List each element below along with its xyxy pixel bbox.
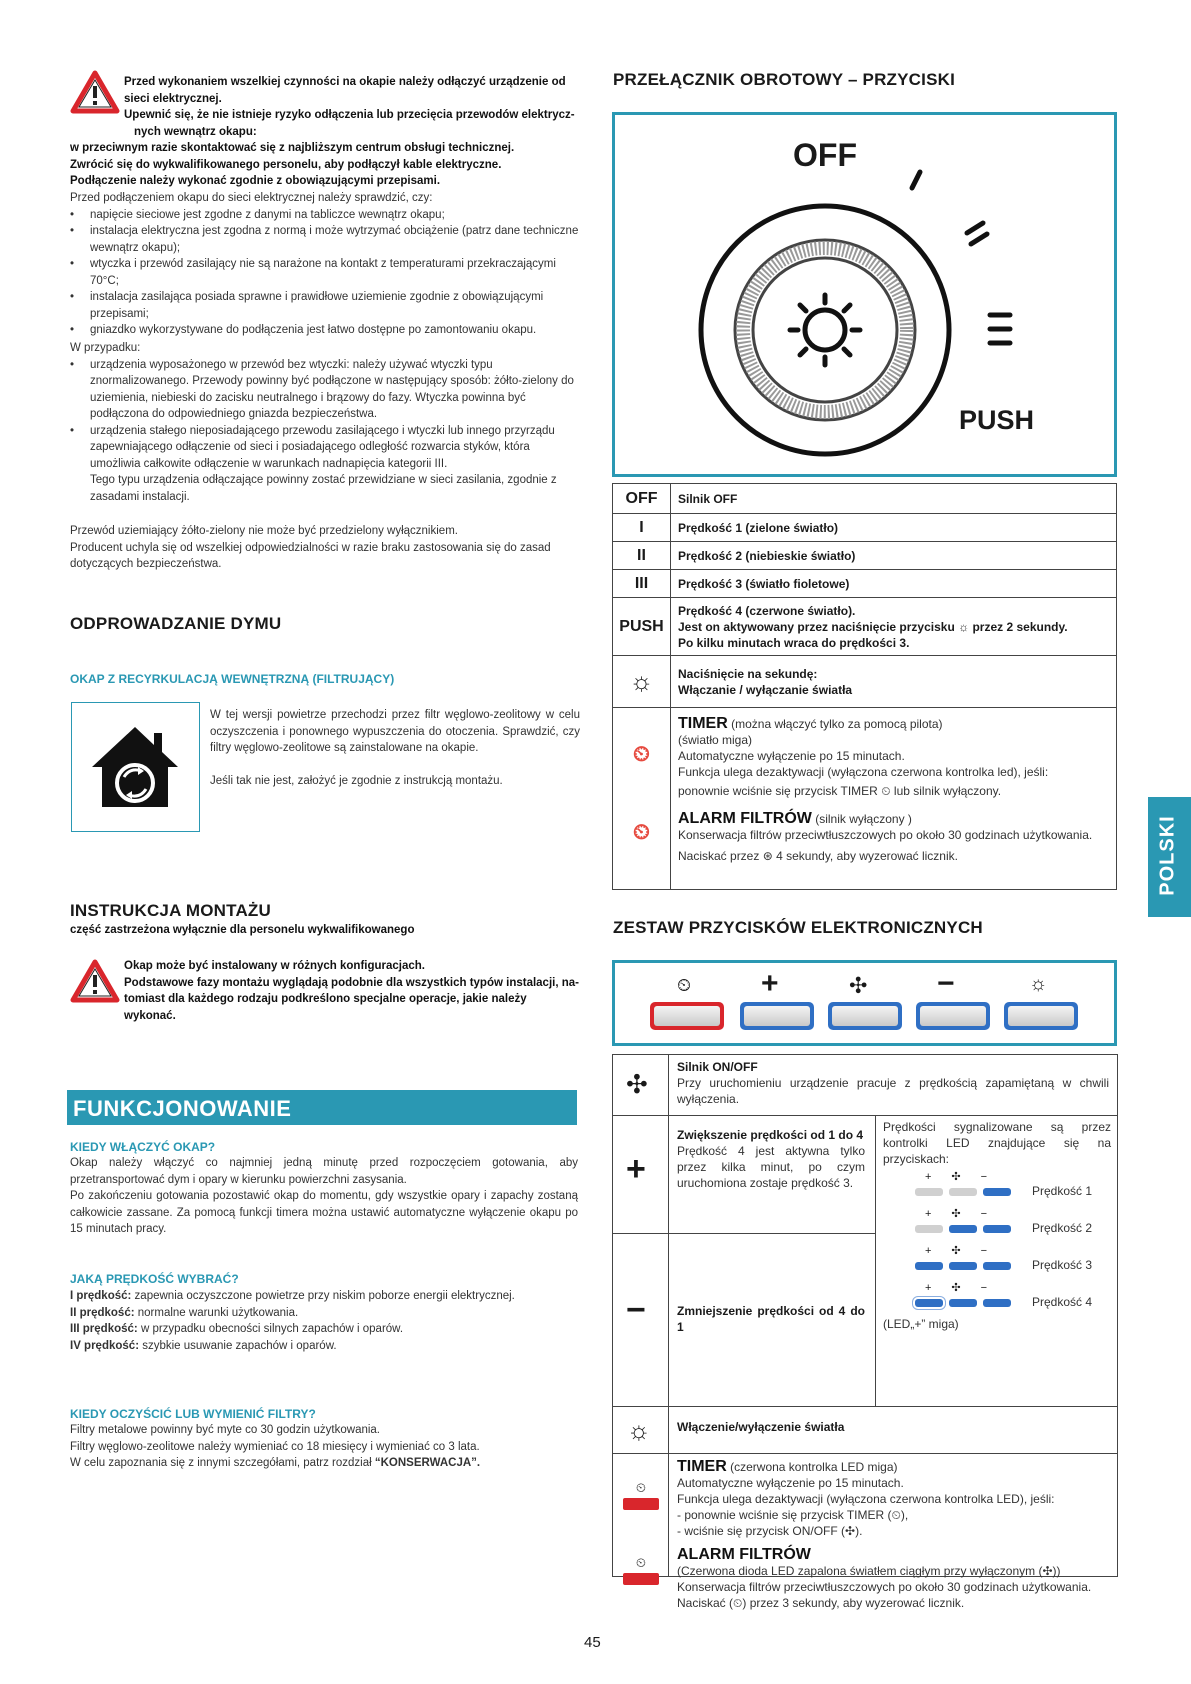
push-line3: Po kilku minutach wraca do prędkości 3. [678,635,910,650]
check-item: • gniazdko wykorzystywane do podłączenia jest łatwo dostępne po zamontowaniu okapu. [90,322,580,339]
warning-line: Przed wykonaniem wszelkiej czynności na okapie należy odłączyć urządzenie od [124,76,566,88]
bold-line: Zwrócić się do wykwalifikowanego personelu, aby podłączył kable elektryczne. [70,158,502,171]
language-tab-label: POLSKI [1156,815,1179,896]
filter-line: Filtry metalowe powinny być myte co 30 godzin użytkowania. [70,1424,381,1436]
speed-label: I prędkość: [70,1290,132,1302]
alarm2-l3: Naciskać (⏲) przez 3 sekundy, aby wyzerować licznik. [677,1596,965,1610]
timer-led-blinking-icon: ⏲ [621,1480,661,1512]
fan-button[interactable] [828,1002,902,1030]
func-banner [67,1090,577,1125]
alarm-title: ALARM FILTRÓW [678,810,812,827]
check-item: • instalacja zasilająca posiada sprawne i prawidłowe uziemienie zgodnie z obowiązującymi przepisami; [90,289,580,322]
recirc-title: OKAP Z RECYRKULACJĄ WEWNĘTRZNĄ (FILTRUJĄCY) [70,672,395,686]
led-indicators [915,1170,1115,1318]
timer-title: TIMER [678,715,728,732]
filter-text [70,1422,580,1472]
table-row-push [613,598,1117,656]
timer-button[interactable] [650,1002,724,1030]
timer-led-blinking-icon: ⏲ [632,741,651,766]
speed-label: IV prędkość: [70,1339,140,1352]
timer2-title: TIMER [677,1458,727,1475]
timer-title-note: (można włączyć tylko za pomocą pilota) [727,717,943,731]
led-row: +✣− Prędkość 3 [915,1244,1115,1281]
case-section [70,340,580,505]
fan-icon: ✣ [626,1069,648,1099]
recirc-image [71,702,200,832]
warning-line: tomiast dla każdego rodzaju podkreślono specjalne operacje, jakie należy wykonać. [124,993,527,1022]
page-number: 45 [584,1634,601,1651]
when-title: KIEDY WŁĄCZYĆ OKAP? [70,1140,216,1154]
row-text: Prędkość 1 (zielone światło) [671,514,1117,542]
row-text: Prędkość 2 (niebieskie światło) [671,542,1117,570]
switch-function-table [612,483,1117,890]
switch-title: PRZEŁĄCZNIK OBROTOWY – PRZYCISKI [613,70,956,89]
warning-line: Upewnić się, że nie istnieje ryzyko odłączenia lub przecięcia przewodów elektrycz- [124,109,575,121]
timer-l2: Automatyczne wyłączenie po 15 minutach. [678,749,905,763]
language-tab [1148,797,1191,917]
motor-title: Silnik ON/OFF [677,1060,758,1074]
timer-icon: ⏲ [677,975,692,995]
light2-text: Włączenie/wyłączenie światła [677,1420,845,1434]
filter-line-link: “KONSERWACJA”. [374,1457,481,1469]
push-line2-start: Jest on aktywowany przez naciśnięcie przycisku [678,619,955,634]
row-symbol: OFF [613,484,671,514]
row-text: Silnik OFF [671,484,1117,514]
light-line2: Włączanie / wyłączanie światła [678,682,853,697]
led-row: +✣− Prędkość 4 [915,1281,1115,1318]
timer2-l2: Funkcja ulega dezaktywacji (wyłączona czerwona kontrolka LED), jeśli: [677,1492,1055,1506]
led-intro: Prędkości sygnalizowane są przez kontrolki LED znajdujące się na przyciskach: [883,1120,1111,1166]
speed-item [70,1288,580,1305]
filter-line-text: W celu zapoznania się z innymi szczegółami, patrz rozdział [70,1457,375,1469]
minus-icon: − [626,1291,646,1329]
alarm-l1: Konserwacja filtrów przeciwtłuszczowych po około 30 godzinach użytkowania. [678,828,1093,842]
table-row [613,570,1117,598]
led-label: Prędkość 1 [1032,1184,1093,1198]
light-icon: ☼ [613,656,671,708]
led-row: +✣− Prędkość 1 [915,1170,1115,1207]
recirc-text2: Jeśli tak nie jest, założyć je zgodnie z instrukcją montażu. [210,775,503,787]
minus-icon: − [937,967,955,1000]
check-item: • wtyczka i przewód zasilający nie są narażone na kontakt z temperaturami przekraczającymi 70°C; [90,256,580,289]
check-intro: Przed podłączeniem okapu do sieci elektrycznej należy sprawdzić, czy: [70,192,433,204]
speed-text: szybkie usuwanie zapachów i oparów. [139,1339,337,1352]
warning-triangle-icon [70,70,120,114]
alarm-l2-end: 4 sekundy, aby wyzerować licznik. [776,849,958,863]
speed-item [70,1321,580,1338]
filter-line [70,1455,580,1472]
row-text: Prędkość 3 (światło fioletowe) [671,570,1117,598]
check-item: • napięcie sieciowe jest zgodne z danymi na tabliczce wewnątrz okapu; [90,207,580,224]
alarm-led-icon: ⏲ [621,1555,661,1587]
table-row [613,542,1117,570]
alarm-title-note: (silnik wyłączony ) [811,812,912,826]
timer2-l1: Automatyczne wyłączenie po 15 minutach. [677,1476,904,1490]
timer-l4-start: ponownie wciśnie się przycisk TIMER [678,784,878,798]
plus-button[interactable] [740,1002,814,1030]
speed-item [70,1305,580,1322]
ground-section [70,523,580,573]
timer-icon: ⏲ [881,784,891,798]
timer2-l3: - ponownie wciśnie się przycisk TIMER (⏲), [677,1508,909,1522]
house-recirculation-icon [72,703,199,831]
timer-l3: Funkcja ulega dezaktywacji (wyłączona czerwona kontrolka led), jeśli: [678,765,1049,779]
case-intro: W przypadku: [70,342,141,354]
plus-icon: + [761,967,779,1000]
row-symbol: I [613,514,671,542]
row-symbol: II [613,542,671,570]
timer-l1: (światło miga) [678,733,753,747]
electronic-function-table [612,1054,1118,1610]
minus-button[interactable] [916,1002,990,1030]
speed-item [70,1338,580,1355]
check-list-section [70,190,580,339]
bold-line: w przeciwnym razie skontaktować się z najbliższym centrum obsługi technicznej. [70,142,515,154]
inc-title: Zwiększenie prędkości od 1 do 4 [677,1128,864,1142]
speed-label: II prędkość: [70,1306,135,1319]
func-title: FUNKCJONOWANIE [73,1096,292,1121]
row-symbol: PUSH [613,598,671,656]
knob-off-label: OFF [793,137,857,173]
recirc-text: W tej wersji powietrze przechodzi przez filtr węglowo-zeolitowy w celu oczyszczenia i ponownego wypuszczenia do otoczenia. Sprawdzić, czy filtry węglowo-zeolitowe są zainstalowane na okapie. [210,709,580,754]
speed-list [70,1288,580,1354]
table-row [613,484,1117,514]
bold-line: Podłączenie należy wykonać zgodnie z obowiązującymi przepisami. [70,175,441,187]
led-label: Prędkość 4 [1032,1295,1093,1309]
speed-text: w przypadku obecności silnych zapachów i oparów. [137,1323,404,1335]
alarm2-l1: (Czerwona dioda LED zapalona światłem ciągłym przy wyłączonym (✣)) [677,1564,1061,1578]
alarm2-l2: Konserwacja filtrów przeciwtłuszczowych po około 30 godzinach użytkowania. [677,1580,1092,1594]
speed-label: III prędkość: [70,1323,138,1335]
push-line2 [678,619,1109,635]
when-text2: Po zakończeniu gotowania pozostawić okap do momentu, gdy wszystkie opary i zapachy zostaną całkowicie zassane. Za pomocą funkcji timera można ustawić automatyczne wyłączenie okapu po 15 minutach pracy. [70,1190,578,1235]
case-item: • urządzenia wyposażonego w przewód bez wtyczki: należy używać wtyczki typu znormalizowanego. Przewody powinny być podłączone w następujący sposób: żółto-zielony do uziemienia, niebieski do zacisku neutralnego i brązowy do fazy. Wtyczka powinna być podłączona do odpowiedniego gniazda bezpieczeństwa. [90,357,580,423]
elec-title: ZESTAW PRZYCISKÓW ELEKTRONICZNYCH [613,918,983,937]
light-icon: ☼ [958,619,970,634]
timer2-title-note: (czerwona kontrolka LED miga) [726,1460,898,1474]
timer-l4-end: lub silnik wyłączony. [893,784,1002,798]
light-line1: Naciśnięcie na sekundę: [678,666,818,681]
led-label: Prędkość 2 [1032,1221,1093,1235]
producer-note: Producent uchyla się od wszelkiej odpowiedzialności w razie braku zastosowania się do zasad dotyczących bezpieczeństwa. [70,541,551,570]
alarm2-title: ALARM FILTRÓW [677,1546,811,1563]
led-label: Prędkość 3 [1032,1258,1093,1272]
table-row-timer-alarm [613,708,1117,890]
motor-text: Przy uruchomieniu urządzenie pracuje z prędkością zapamiętaną w chwili wyłączenia. [677,1076,1109,1106]
warning-line: Podstawowe fazy montażu wyglądają podobnie dla wszystkich typów instalacji, na- [124,976,579,989]
led-row: +✣− Prędkość 2 [915,1207,1115,1244]
plus-icon: + [626,1150,646,1188]
warning-triangle-icon [70,959,120,1003]
push-line1: Prędkość 4 (czerwone światło). [678,603,856,618]
push-line2-end: przez 2 sekundy. [972,619,1068,634]
warning-line: Okap może być instalowany w różnych konfiguracjach. [124,960,425,972]
check-item: • instalacja elektryczna jest zgodna z normą i może wytrzymać obciążenie (patrz dane techniczne wewnątrz okapu); [90,223,580,256]
table-row-light [613,656,1117,708]
case-note: Tego typu urządzenia odłączające powinny zostać przewidziane w sieci zasilania, zgodnie z zasadami instalacji. [90,474,557,503]
warning-line: nych wewnątrz okapu: [134,125,257,138]
rotary-knob-icon [615,115,1114,474]
light-icon: ☼ [1029,973,1048,995]
filter-title: KIEDY OCZYŚCIĆ LUB WYMIENIĆ FILTRY? [70,1407,316,1421]
knob-push-label: PUSH [959,405,1035,435]
alarm-l2-start: Naciskać przez [678,849,760,863]
case-item: • urządzenia stałego nieposiadającego przewodu zasilającego i wtyczki lub innego przyrządu zapewniającego odłączenie od sieci i posiadającego odległość rozwarcia styków, która umożliwia całkowite odłączenie w warunkach nadnapięcia kategorii III. [90,423,580,473]
filter-line: Filtry węglowo-zeolitowe należy wymieniać co 18 miesięcy i wymieniać co 3 lata. [70,1440,480,1453]
rotary-switch-figure [612,112,1117,477]
warning-line: sieci elektrycznej. [124,92,222,105]
mount-subtitle: część zastrzeżona wyłącznie dla personelu wykwalifikowanego [70,924,415,936]
inc-text: Prędkość 4 jest aktywna tylko przez kilka minut, po czym uruchomiona zostaje prędkość 3. [677,1144,865,1190]
connection-bold-notes [70,140,580,190]
speed-text: zapewnia oczyszczone powietrze przy niskim poborze energii elektrycznej. [131,1290,515,1302]
row-symbol: III [613,570,671,598]
light-button[interactable] [1004,1002,1078,1030]
led-note: (LED„+” miga) [883,1317,959,1331]
filter-icon: ⊛ [762,849,773,863]
fan-icon: ✣ [849,973,868,998]
speed-title: JAKĄ PRĘDKOŚĆ WYBRAĆ? [70,1272,239,1286]
speed-text: normalne warunki użytkowania. [134,1306,299,1319]
timer2-l4: - wciśnie się przycisk ON/OFF (✣). [677,1524,863,1538]
smoke-title: ODPROWADZANIE DYMU [70,614,282,633]
ground-note: Przewód uziemiający żółto-zielony nie może być przedzielony wyłącznikiem. [70,525,458,537]
when-text1: Okap należy włączyć co najmniej jedną minutę przed rozpoczęciem gotowania, aby przetransportować dym i opary w kierunku powierzchni zasysania. [70,1157,578,1186]
light-icon: ☼ [627,1415,651,1445]
alarm-led-icon: ⏲ [632,819,651,844]
dec-title: Zmniejszenie prędkości od 4 do 1 [677,1304,865,1334]
table-row [613,514,1117,542]
mount-title: INSTRUKCJA MONTAŻU [70,901,271,920]
